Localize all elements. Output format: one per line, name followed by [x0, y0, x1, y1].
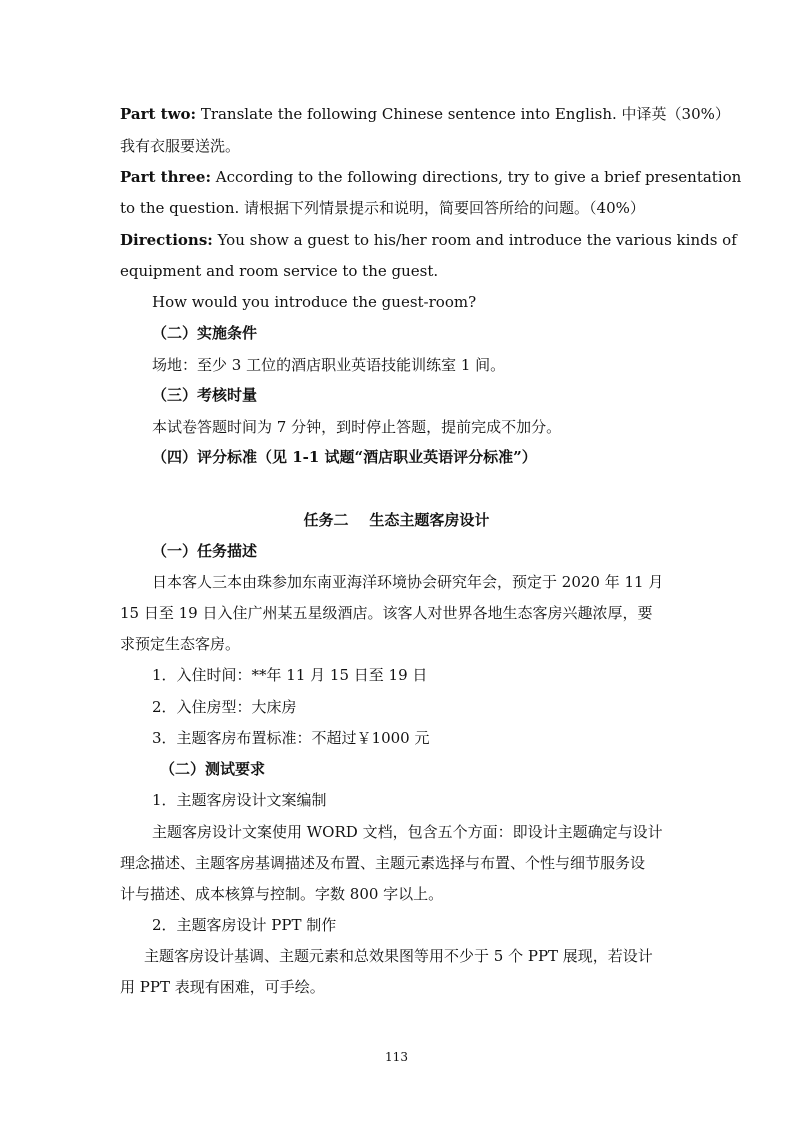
- part-two-text: Translate the following Chinese sentence into English. 中译英（30%）: [196, 105, 730, 123]
- directions-label: Directions:: [120, 231, 213, 249]
- conditions-heading: （二）实施条件: [152, 324, 258, 342]
- task-desc-line-3: 求预定生态客房。: [120, 635, 241, 653]
- requirements-heading: （二）测试要求: [160, 760, 266, 778]
- conditions-text: 场地：至少 3 工位的酒店职业英语技能训练室 1 间。: [152, 356, 506, 374]
- time-text: 本试卷答题时间为 7 分钟，到时停止答题，提前完成不加分。: [152, 418, 562, 436]
- page-number: 113: [385, 1050, 408, 1064]
- part-two-label: Part two:: [120, 105, 197, 123]
- req1-line-1: 主题客房设计文案使用 WORD 文档，包含五个方面：即设计主题确定与设计: [152, 823, 663, 841]
- task-desc-heading: （一）任务描述: [152, 542, 258, 560]
- directions-line-1: [120, 230, 737, 250]
- time-heading: （三）考核时量: [152, 386, 258, 404]
- task-desc-line-1: 日本客人三本由珠参加东南亚海洋环境协会研究年会，预定于 2020 年 11 月: [152, 573, 664, 591]
- req2-title: 2．主题客房设计 PPT 制作: [152, 916, 337, 934]
- directions-question: How would you introduce the guest-room?: [152, 293, 477, 311]
- task2-title: 任务二 生态主题客房设计: [303, 511, 490, 529]
- req2-line-1: 主题客房设计基调、主题元素和总效果图等用不少于 5 个 PPT 展现，若设计: [144, 947, 653, 965]
- part-three-line-2: to the question. 请根据下列情景提示和说明，简要回答所给的问题。（40%）: [120, 199, 645, 217]
- task-desc-line-2: 15 日至 19 日入住广州某五星级酒店。该客人对世界各地生态客房兴趣浓厚，要: [120, 604, 653, 622]
- criteria-heading: （四）评分标准（见 1-1 试题“酒店职业英语评分标准”）: [152, 448, 537, 466]
- req2-line-2: 用 PPT 表现有困难，可手绘。: [120, 978, 325, 996]
- req1-title: 1．主题客房设计文案编制: [152, 791, 327, 809]
- list-item: 2．入住房型：大床房: [152, 698, 297, 716]
- part-three-text-1: According to the following directions, try to give a brief presentation: [211, 168, 742, 186]
- directions-line-2: equipment and room service to the guest.: [120, 262, 439, 280]
- list-item: 3．主题客房布置标准：不超过￥1000 元: [152, 729, 430, 747]
- req1-line-3: 计与描述、成本核算与控制。字数 800 字以上。: [120, 885, 444, 903]
- req1-line-2: 理念描述、主题客房基调描述及布置、主题元素选择与布置、个性与细节服务设: [120, 854, 646, 872]
- part-two-line: [120, 104, 730, 124]
- directions-text-1: You show a guest to his/her room and introduce the various kinds of: [212, 231, 737, 249]
- part-two-sentence: 我有衣服要送洗。: [120, 137, 241, 155]
- part-three-line-1: [120, 167, 742, 187]
- list-item: 1．入住时间：**年 11 月 15 日至 19 日: [152, 666, 428, 684]
- part-three-label: Part three:: [120, 168, 212, 186]
